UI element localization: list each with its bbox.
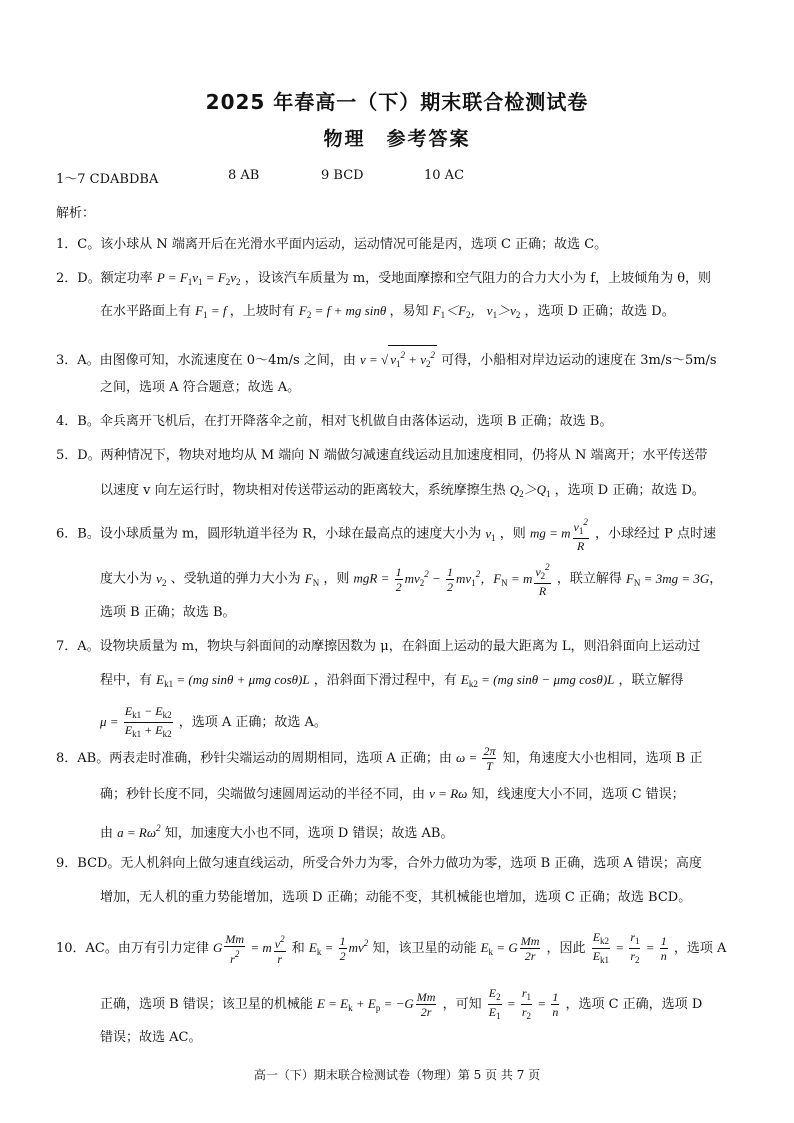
q5-line-2: 以速度 v 向左运行时，物块相对传送带运动的距离较大，系统摩擦生热 $Q_2>Q_1$ ，选项 D 正确；故选 D。	[100, 482, 705, 499]
q9-line-2: 增加，无人机的重力势能增加，选项 D 正确；动能不变，其机械能也增加，选项 C 正确；故选 BCD。	[100, 890, 692, 905]
q8-line-1: 8．AB。两表走时准确，秒针尖端运动的周期相同，选项 A 正确；由 ω = $\frac{2\pi}{T}$ 知，角速度大小也相同，选项 B 正	[56, 744, 703, 773]
page-footer: 高一（下）期末联合检测试卷（物理）第 5 页 共 7 页	[253, 1068, 541, 1082]
q4-line: 4．B。伞兵离开飞机后，在打开降落伞之前，相对飞机做自由落体运动，选项 B 正确；故选 B。	[56, 414, 613, 429]
q2-line-2: 在水平路面上有 $F_1 = f$ ，上坡时有 $F_2 = f$ + mg sinθ ，易知 $F_1<F_2$， $v_1>v_2$ ，选项 D 正确；故选 D。	[100, 303, 675, 320]
q10-line-1: 10．AC。由万有引力定律 G $\frac{Mm}{r^2}$ = m $\frac{v^2}{r}$ 和 $E_k$ = $\frac{1}{2}$ $mv^2$ 知，该卫星的动能 $E_k = G$ $\frac{Mm}{2r}$ ，因此 $\frac{E_{k2}}{E_{k1}}$ = $\frac{r_1}{r_2}$ = $\frac{1}{n}$ ，选项 A	[56, 930, 727, 966]
answer-key-10: 10 AC	[424, 168, 465, 183]
q6-line-3: 选项 B 正确；故选 B。	[100, 605, 236, 620]
q3-line-1: 3．A。由图像可知，水流速度在 0～4m/s 之间，由 v = √ $v_1^2 + v_2^2$ 可得，小船相对岸边运动的速度在 3m/s～5m/s	[56, 345, 717, 373]
q7-line-3: μ = $\frac{E_{k1} - E_{k2}}{E_{k1} + E_{k2}}$ ，选项 A 正确；故选 A。	[100, 704, 327, 739]
q3-line-2: 之间，选项 A 符合题意；故选 A。	[100, 380, 301, 395]
answer-key-8: 8 AB	[228, 168, 260, 183]
q9-line-1: 9．BCD。无人机斜向上做匀速直线运动，所受合外力为零，合外力做功为零，选项 B 正确，选项 A 错误；高度	[56, 856, 702, 871]
q10-line-2: 正确，选项 B 错误；该卫星的机械能 $E = E_k + E_p = -G$ $\frac{Mm}{2r}$ ，可知 $\frac{E_2}{E_1}$ = $\frac{r_1}{r_2}$ = $\frac{1}{n}$ ，选项 C 正确，选项 D	[100, 986, 703, 1021]
analysis-label: 解析：	[56, 206, 96, 221]
q6-line-2: 度大小为 $v_2$ 、受轨道的弹力大小为 $F_N$ ，则 mgR = $\frac{1}{2}$ $mv_2^2$ − $\frac{1}{2}$ $mv_1^2$，$F_N = m$ $\frac{v_2^2}{R}$ ，联立解得 $F_N = 3mg = 3G$，	[100, 562, 723, 598]
answer-key-1-7: 1～7 CDABDBA	[56, 172, 159, 187]
q6-line-1: 6．B。设小球质量为 m，圆形轨道半径为 R，小球在最高点的速度大小为 $v_1$ ，则 mg = m $\frac{v_1^2}{R}$ ，小球经过 P 点时速	[56, 517, 716, 553]
q7-line-2: 程中，有 $E_{k1} = (mg$ sinθ + μmg cosθ)L ，沿斜面下滑过程中，有 $E_{k2} = (mg$ sinθ − μmg cosθ)L ，联立解得	[100, 672, 684, 689]
q5-line-1: 5．D。两种情况下，物块对地均从 M 端向 N 端做匀减速直线运动且加速度相同，仍将从 N 端离开；水平传送带	[56, 448, 708, 463]
q7-line-1: 7．A。设物块质量为 m，物块与斜面间的动摩擦因数为 μ，在斜面上运动的最大距离为 L，则沿斜面向上运动过	[56, 639, 701, 654]
q8-line-2: 确；秒针长度不同，尖端做匀速圆周运动的半径不同，由 v = Rω 知，线速度大小不同，选项 C 错误；	[100, 786, 685, 802]
q2-line-1: 2．D。额定功率 $P = F_1v_1 = F_2v_2$ ，设该汽车质量为 m，受地面摩擦和空气阻力的合力大小为 f，上坡倾角为 θ，则	[56, 270, 712, 287]
q10-line-3: 错误；故选 AC。	[100, 1030, 202, 1045]
answer-key-9: 9 BCD	[321, 168, 364, 183]
exam-subtitle: 物理 参考答案	[323, 128, 471, 150]
answer-key-row	[56, 168, 756, 188]
exam-title: 2025 年春高一（下）期末联合检测试卷	[205, 90, 589, 114]
q1-line: 1．C。该小球从 N 端离开后在光滑水平面内运动，运动情况可能是丙，选项 C 正确；故选 C。	[56, 237, 608, 252]
q8-line-3: 由 $a = R\omega^2$ 知，加速度大小也不同，选项 D 错误；故选 AB。	[100, 823, 454, 841]
